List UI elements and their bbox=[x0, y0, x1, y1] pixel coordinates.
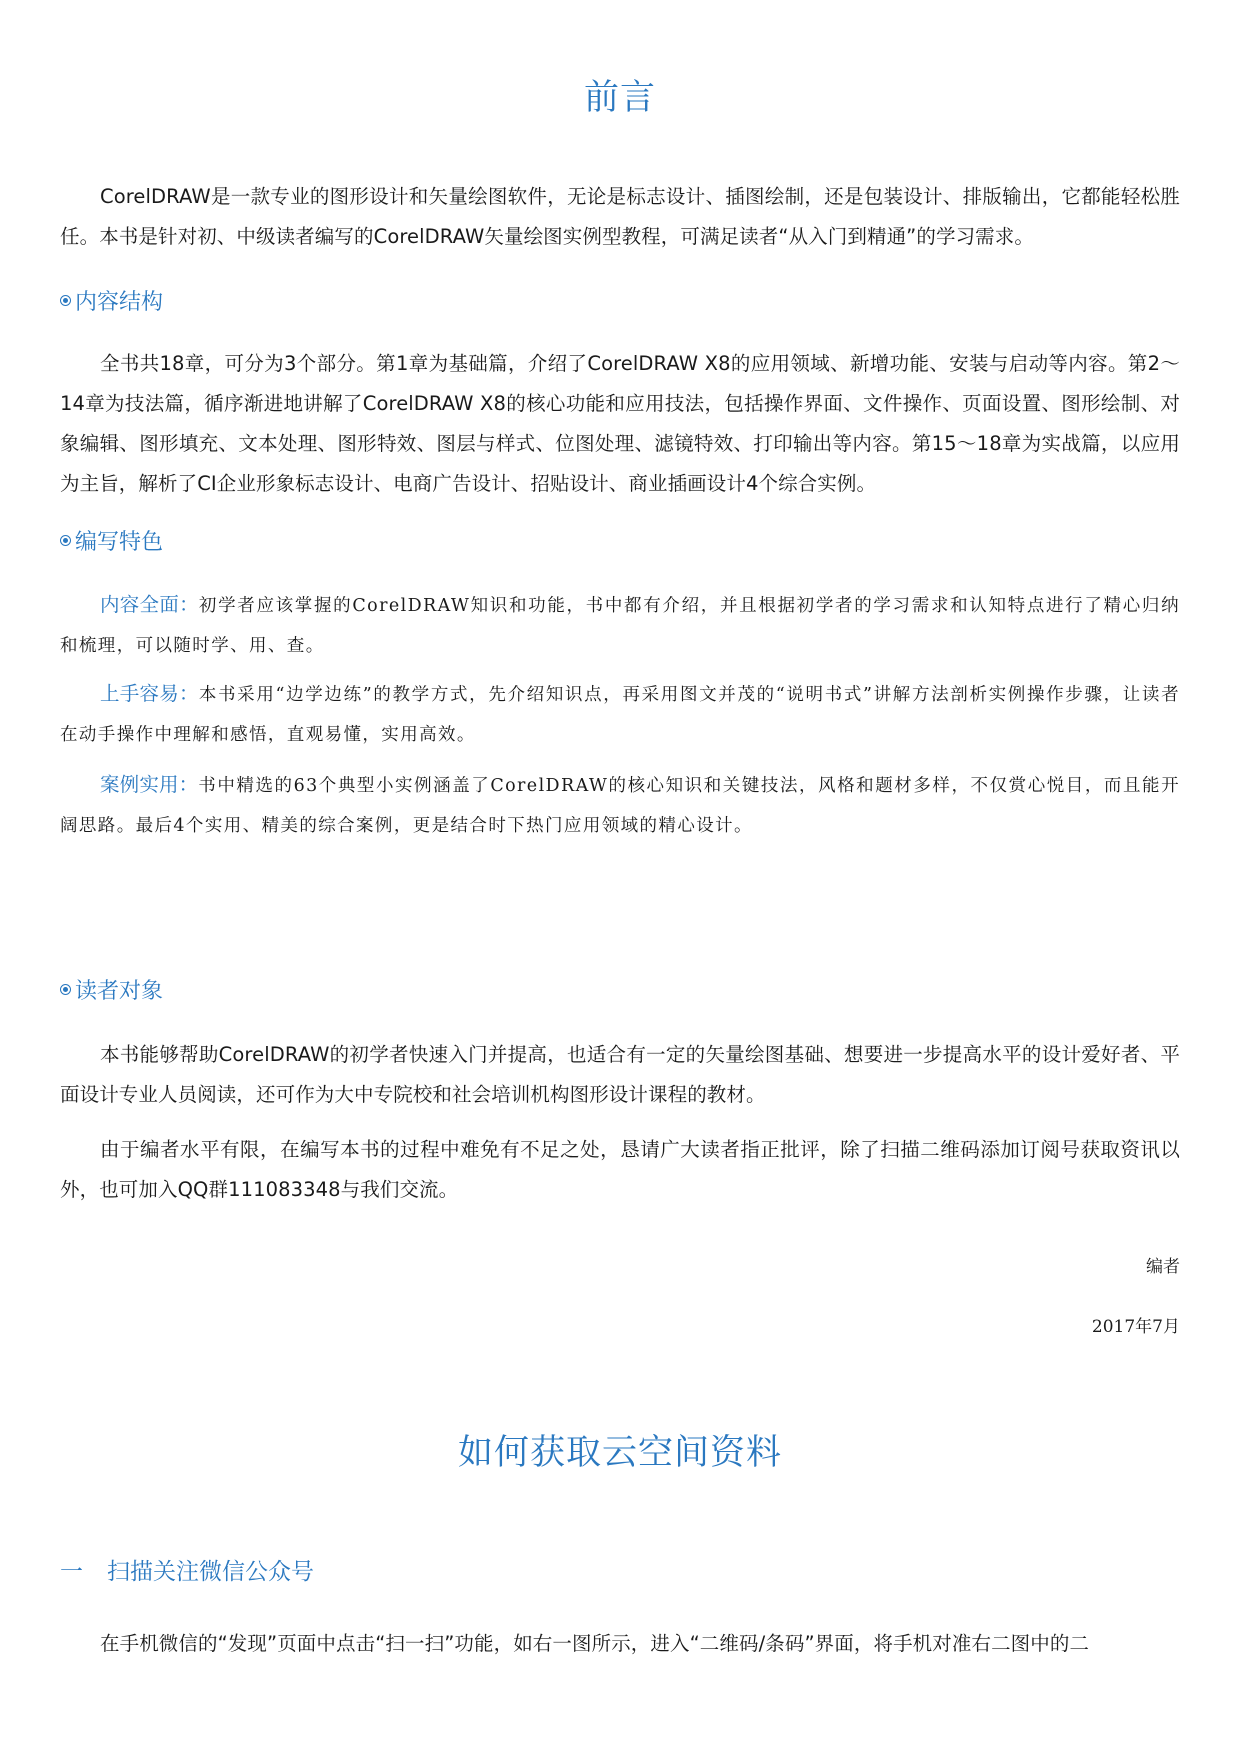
bullet-icon bbox=[60, 535, 71, 546]
step-one-heading bbox=[60, 1553, 314, 1586]
heading-text: 读者对象 bbox=[75, 979, 164, 1004]
author-note: 由于编者水平有限，在编写本书的过程中难免有不足之处，恳请广大读者指正批评，除了扫描二维码添加订阅号获取资讯以外，也可加入QQ群111083348与我们交流。 bbox=[60, 1138, 1180, 1201]
feature-label: 内容全面： bbox=[100, 593, 199, 616]
preface-title: 前言 bbox=[583, 78, 656, 118]
heading-writing-features bbox=[60, 525, 163, 556]
feature-easy-start bbox=[60, 674, 1180, 755]
feature-label: 上手容易： bbox=[100, 682, 199, 705]
preface-intro: CorelDRAW是一款专业的图形设计和矢量绘图软件，无论是标志设计、插图绘制，还是包装设计、排版输出，它都能轻松胜任。本书是针对初、中级读者编写的CorelDRAW矢量绘图实例型教程，可满足读者“从入门到精通”的学习需求。 bbox=[60, 185, 1180, 248]
feature-comprehensive bbox=[60, 585, 1180, 666]
feature-practical-cases bbox=[60, 765, 1180, 846]
feature-text: 初学者应该掌握的CorelDRAW知识和功能，书中都有介绍，并且根据初学者的学习需求和认知特点进行了精心归纳和梳理，可以随时学、用、查。 bbox=[60, 596, 1180, 656]
signature: 编者 bbox=[1146, 1257, 1180, 1277]
heading-content-structure bbox=[60, 285, 163, 316]
date: 2017年7月 bbox=[1091, 1317, 1180, 1337]
bullet-icon bbox=[60, 295, 71, 306]
heading-target-readers bbox=[60, 974, 163, 1005]
step-number: 一 bbox=[60, 1559, 83, 1585]
feature-text: 书中精选的63个典型小实例涵盖了CorelDRAW的核心知识和关键技法，风格和题材多样，不仅赏心悦目，而且能开阔思路。最后4个实用、精美的综合案例，更是结合时下热门应用领域的精心设计。 bbox=[60, 776, 1180, 836]
heading-text: 编写特色 bbox=[75, 530, 164, 555]
step-one-body: 在手机微信的“发现”页面中点击“扫一扫”功能，如右一图所示，进入“二维码/条码”界面，将手机对准右二图中的二 bbox=[100, 1632, 1090, 1655]
content-structure-body: 全书共18章，可分为3个部分。第1章为基础篇，介绍了CorelDRAW X8的应用领域、新增功能、安装与启动等内容。第2～14章为技法篇，循序渐进地讲解了CorelDRAW X8的核心功能和应用技法，包括操作界面、文件操作、页面设置、图形绘制、对象编辑、图形填充、文本处理、图形特效、图层与样式、位图处理、滤镜特效、打印输出等内容。第15～18章为实战篇，以应用为主旨，解析了CI企业形象标志设计、电商广告设计、招贴设计、商业插画设计4个综合实例。 bbox=[60, 352, 1180, 495]
heading-text: 内容结构 bbox=[75, 290, 164, 315]
bullet-icon bbox=[60, 984, 71, 995]
feature-label: 案例实用： bbox=[100, 773, 199, 796]
feature-text: 本书采用“边学边练”的教学方式，先介绍知识点，再采用图文并茂的“说明书式”讲解方法剖析实例操作步骤，让读者在动手操作中理解和感悟，直观易懂，实用高效。 bbox=[60, 685, 1180, 745]
step-heading-text: 扫描关注微信公众号 bbox=[107, 1559, 314, 1585]
target-readers-body: 本书能够帮助CorelDRAW的初学者快速入门并提高，也适合有一定的矢量绘图基础、想要进一步提高水平的设计爱好者、平面设计专业人员阅读，还可作为大中专院校和社会培训机构图形设计课程的教材。 bbox=[60, 1043, 1180, 1106]
cloud-title: 如何获取云空间资料 bbox=[457, 1433, 782, 1473]
